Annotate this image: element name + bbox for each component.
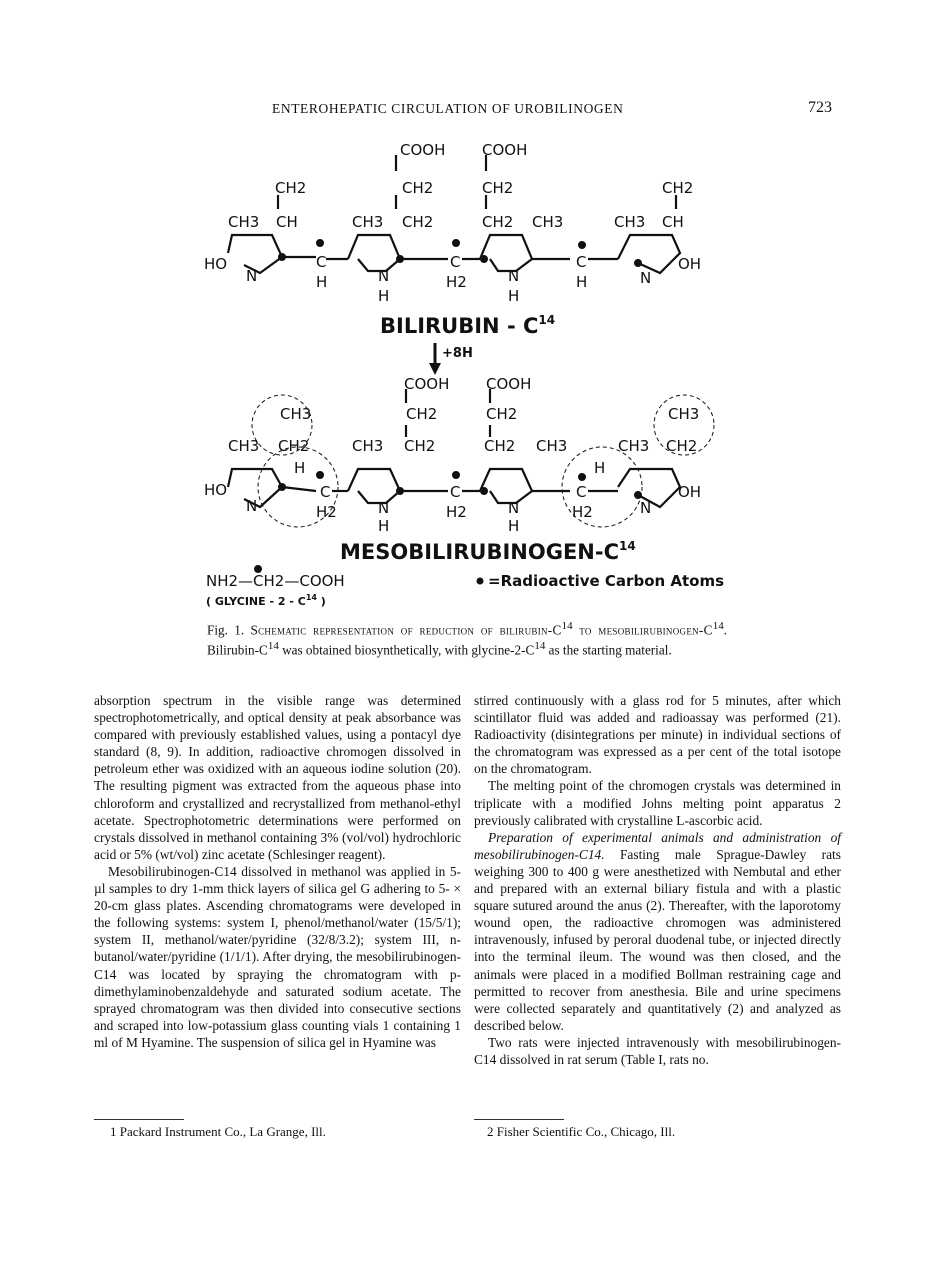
caption-text: . Bilirubin-C	[207, 622, 727, 658]
legend-label: =Radioactive Carbon Atoms	[488, 572, 725, 590]
section-heading: Preparation of experimental animals and administration of mesobilirubinogen-C14.	[474, 829, 841, 862]
atom-label: N	[246, 497, 258, 515]
page-header	[0, 101, 936, 121]
atom-label: C	[320, 483, 331, 501]
atom-label: C	[576, 483, 587, 501]
superscript: 14	[561, 620, 573, 632]
atom-label: CH3	[228, 213, 260, 231]
chemical-scheme-figure	[190, 135, 750, 615]
atom-label: CH3	[536, 437, 568, 455]
paragraph: The melting point of the chromogen crystals was determined in triplicate with a modified Johns melting point apparatus 2 previously calibrated with crystalline L-ascorbic acid.	[474, 778, 841, 828]
atom-label: N	[246, 267, 258, 285]
atom-label: CH2	[662, 179, 694, 197]
atom-label: CH3	[352, 437, 384, 455]
superscript: 14	[267, 640, 279, 653]
paragraph-text: Fasting male Sprague-Dawley rats weighing 300 to 400 g were anesthetized with Nembutal and ether and prepared with an external biliary fistula and with a plastic square sutured around the anus (2). Thereafter, with the laporotomy wound open, the radioactive chromogen was administered intravenously, infused by peroral duodenal tube, or injected directly into the terminal ileum. The wound was then closed, and the animals were placed in a modified Bollman restraining cage and permitted to recover from anesthesia. Bile and urine specimens were collected separately and quantitatively (2) and analyzed as described below.	[474, 846, 841, 1033]
atom-label: CH2	[482, 213, 514, 231]
atom-label: COOH	[482, 141, 528, 159]
atom-label: COOH	[400, 141, 446, 159]
atom-label: N	[378, 267, 390, 285]
atom-label: H2	[446, 503, 467, 521]
atom-label: H	[316, 273, 328, 291]
caption-title: Schematic representation of reduction of bilirubin-C	[250, 622, 562, 638]
radioactive-atom	[634, 491, 642, 499]
atom-label: CH3	[280, 405, 312, 423]
atom-label: CH2	[486, 405, 518, 423]
footnote-rule	[474, 1119, 564, 1120]
radioactive-atom	[480, 487, 488, 495]
atom-label: CH2	[482, 179, 514, 197]
reaction-label: +8H	[442, 346, 473, 361]
right-column	[474, 692, 841, 1068]
atom-label: COOH	[404, 375, 450, 393]
atom-label: H	[294, 459, 306, 477]
atom-label: CH2	[484, 437, 516, 455]
atom-label: HO	[204, 481, 228, 499]
atom-label: CH2	[278, 437, 310, 455]
footnote-rule	[94, 1119, 184, 1120]
atom-label: COOH	[486, 375, 532, 393]
radioactive-atom	[452, 239, 460, 247]
radioactive-atom	[396, 255, 404, 263]
bilirubin-label: BILIRUBIN - $C^{14}$	[380, 313, 556, 338]
atom-label: CH	[276, 213, 298, 231]
caption-title: to mesobilirubinogen-C	[572, 622, 713, 638]
footnote-left: 1 Packard Instrument Co., La Grange, Ill.	[110, 1124, 326, 1139]
radioactive-atom	[578, 473, 586, 481]
radioactive-atom	[480, 255, 488, 263]
scheme-diagram	[190, 135, 750, 615]
atom-label: N	[640, 499, 652, 517]
atom-label: CH3	[532, 213, 564, 231]
atom-label: C	[316, 253, 327, 271]
glycine-formula: NH2—CH2—COOH	[206, 572, 345, 590]
page-number: 723	[808, 99, 832, 116]
radioactive-atom	[396, 487, 404, 495]
reaction-arrow	[429, 343, 473, 375]
atom-label: CH3	[352, 213, 384, 231]
glycine-label: ( GLYCINE - $2 - C^{14}$ )	[206, 593, 326, 608]
atom-label: N	[640, 269, 652, 287]
atom-label: H	[508, 287, 520, 305]
atom-label: CH2	[404, 437, 436, 455]
bilirubin-atom-labels	[204, 141, 701, 305]
atom-label: C	[450, 483, 461, 501]
atom-label: H	[378, 287, 390, 305]
radioactive-atom	[634, 259, 642, 267]
atom-label: CH3	[668, 405, 700, 423]
atom-label: C	[450, 253, 461, 271]
radioactive-atom	[452, 471, 460, 479]
figure-number: Fig. 1.	[207, 622, 245, 638]
atom-label: HO	[204, 255, 228, 273]
paragraph: absorption spectrum in the visible range was determined spectrophotometrically, and optical density at peak absorbance was compared with previously established values, using a pontacyl dye standard (8, 9). In addition, radioactive chromogen dissolved in petroleum ether was oxidized with an aqueous iodine solution (20). The resulting pigment was extracted from the aqueous phase into chloroform and crystallized and recrystallized from methanol-ethyl acetate. Spectrophotometric determinations were performed on crystals dissolved in methanol containing 3% (vol/vol) hydrochloric acid or 5% (wt/vol) zinc acetate (Schlesinger reagent).	[94, 693, 461, 862]
running-title: ENTEROHEPATIC CIRCULATION OF UROBILINOGEN	[272, 101, 624, 116]
atom-label: H2	[316, 503, 337, 521]
radioactive-atom	[278, 253, 286, 261]
atom-label: CH2	[402, 179, 434, 197]
atom-label: CH2	[666, 437, 698, 455]
atom-label: CH3	[228, 437, 260, 455]
atom-label: CH2	[406, 405, 438, 423]
atom-label: CH	[662, 213, 684, 231]
radioactive-atom	[316, 471, 324, 479]
legend-dot	[477, 578, 484, 585]
atom-label: H	[378, 517, 390, 535]
figure-caption	[207, 618, 727, 659]
atom-label: C	[576, 253, 587, 271]
paragraph: stirred continuously with a glass rod for 5 minutes, after which scintillator fluid was added and radioassay was performed (21). Radioactivity (disintegrations per minute) in individual sections of the chromatogram was expressed as a per cent of the total isotope on the chromatogram.	[474, 693, 841, 777]
atom-label: N	[508, 499, 520, 517]
atom-label: N	[378, 499, 390, 517]
footnote-right: 2 Fisher Scientific Co., Chicago, Ill.	[487, 1124, 676, 1139]
atom-label: CH3	[614, 213, 646, 231]
radioactive-atom	[278, 483, 286, 491]
atom-label: N	[508, 267, 520, 285]
atom-label: CH2	[402, 213, 434, 231]
radioactive-atom	[578, 241, 586, 249]
atom-label: CH2	[275, 179, 307, 197]
atom-label: H2	[446, 273, 467, 291]
atom-label: H2	[572, 503, 593, 521]
atom-label: H	[576, 273, 588, 291]
caption-text: was obtained biosynthetically, with glycine-2-C	[278, 642, 535, 658]
left-column	[94, 692, 461, 1051]
superscript: 14	[712, 620, 724, 632]
caption-text: as the starting material.	[545, 642, 672, 658]
atom-label: OH	[678, 255, 702, 273]
radioactive-atom	[316, 239, 324, 247]
atom-label: H	[594, 459, 606, 477]
paragraph: Two rats were injected intravenously with mesobilirubinogen-C14 dissolved in rat serum (Table I, rats no.	[474, 1034, 841, 1067]
mesobilirubinogen-label: MESOBILIRUBINOGEN-$C^{14}$	[340, 539, 636, 564]
atom-label: H	[508, 517, 520, 535]
paragraph	[474, 829, 841, 1034]
atom-label: OH	[678, 483, 702, 501]
superscript: 14	[534, 640, 546, 653]
atom-label: CH3	[618, 437, 650, 455]
paragraph: Mesobilirubinogen-C14 dissolved in methanol was applied in 5-µl samples to dry 1-mm thick layers of silica gel G adhering to 5- × 20-cm glass plates. Ascending chromatograms were developed in the following systems: system I, phenol/methanol/water (15/5/1); system II, methanol/water/pyridine (32/8/3.2); system III, n-butanol/water/pyridine (1/1/1). After drying, the mesobilirubinogen-C14 was located by spraying the chromatogram with p-dimethylaminobenzaldehyde and saturated sodium acetate. The sprayed chromatogram was then divided into consecutive sections and scraped into low-potassium glass counting vials 1 containing 1 ml of M Hyamine. The suspension of silica gel in Hyamine was	[94, 863, 461, 1050]
